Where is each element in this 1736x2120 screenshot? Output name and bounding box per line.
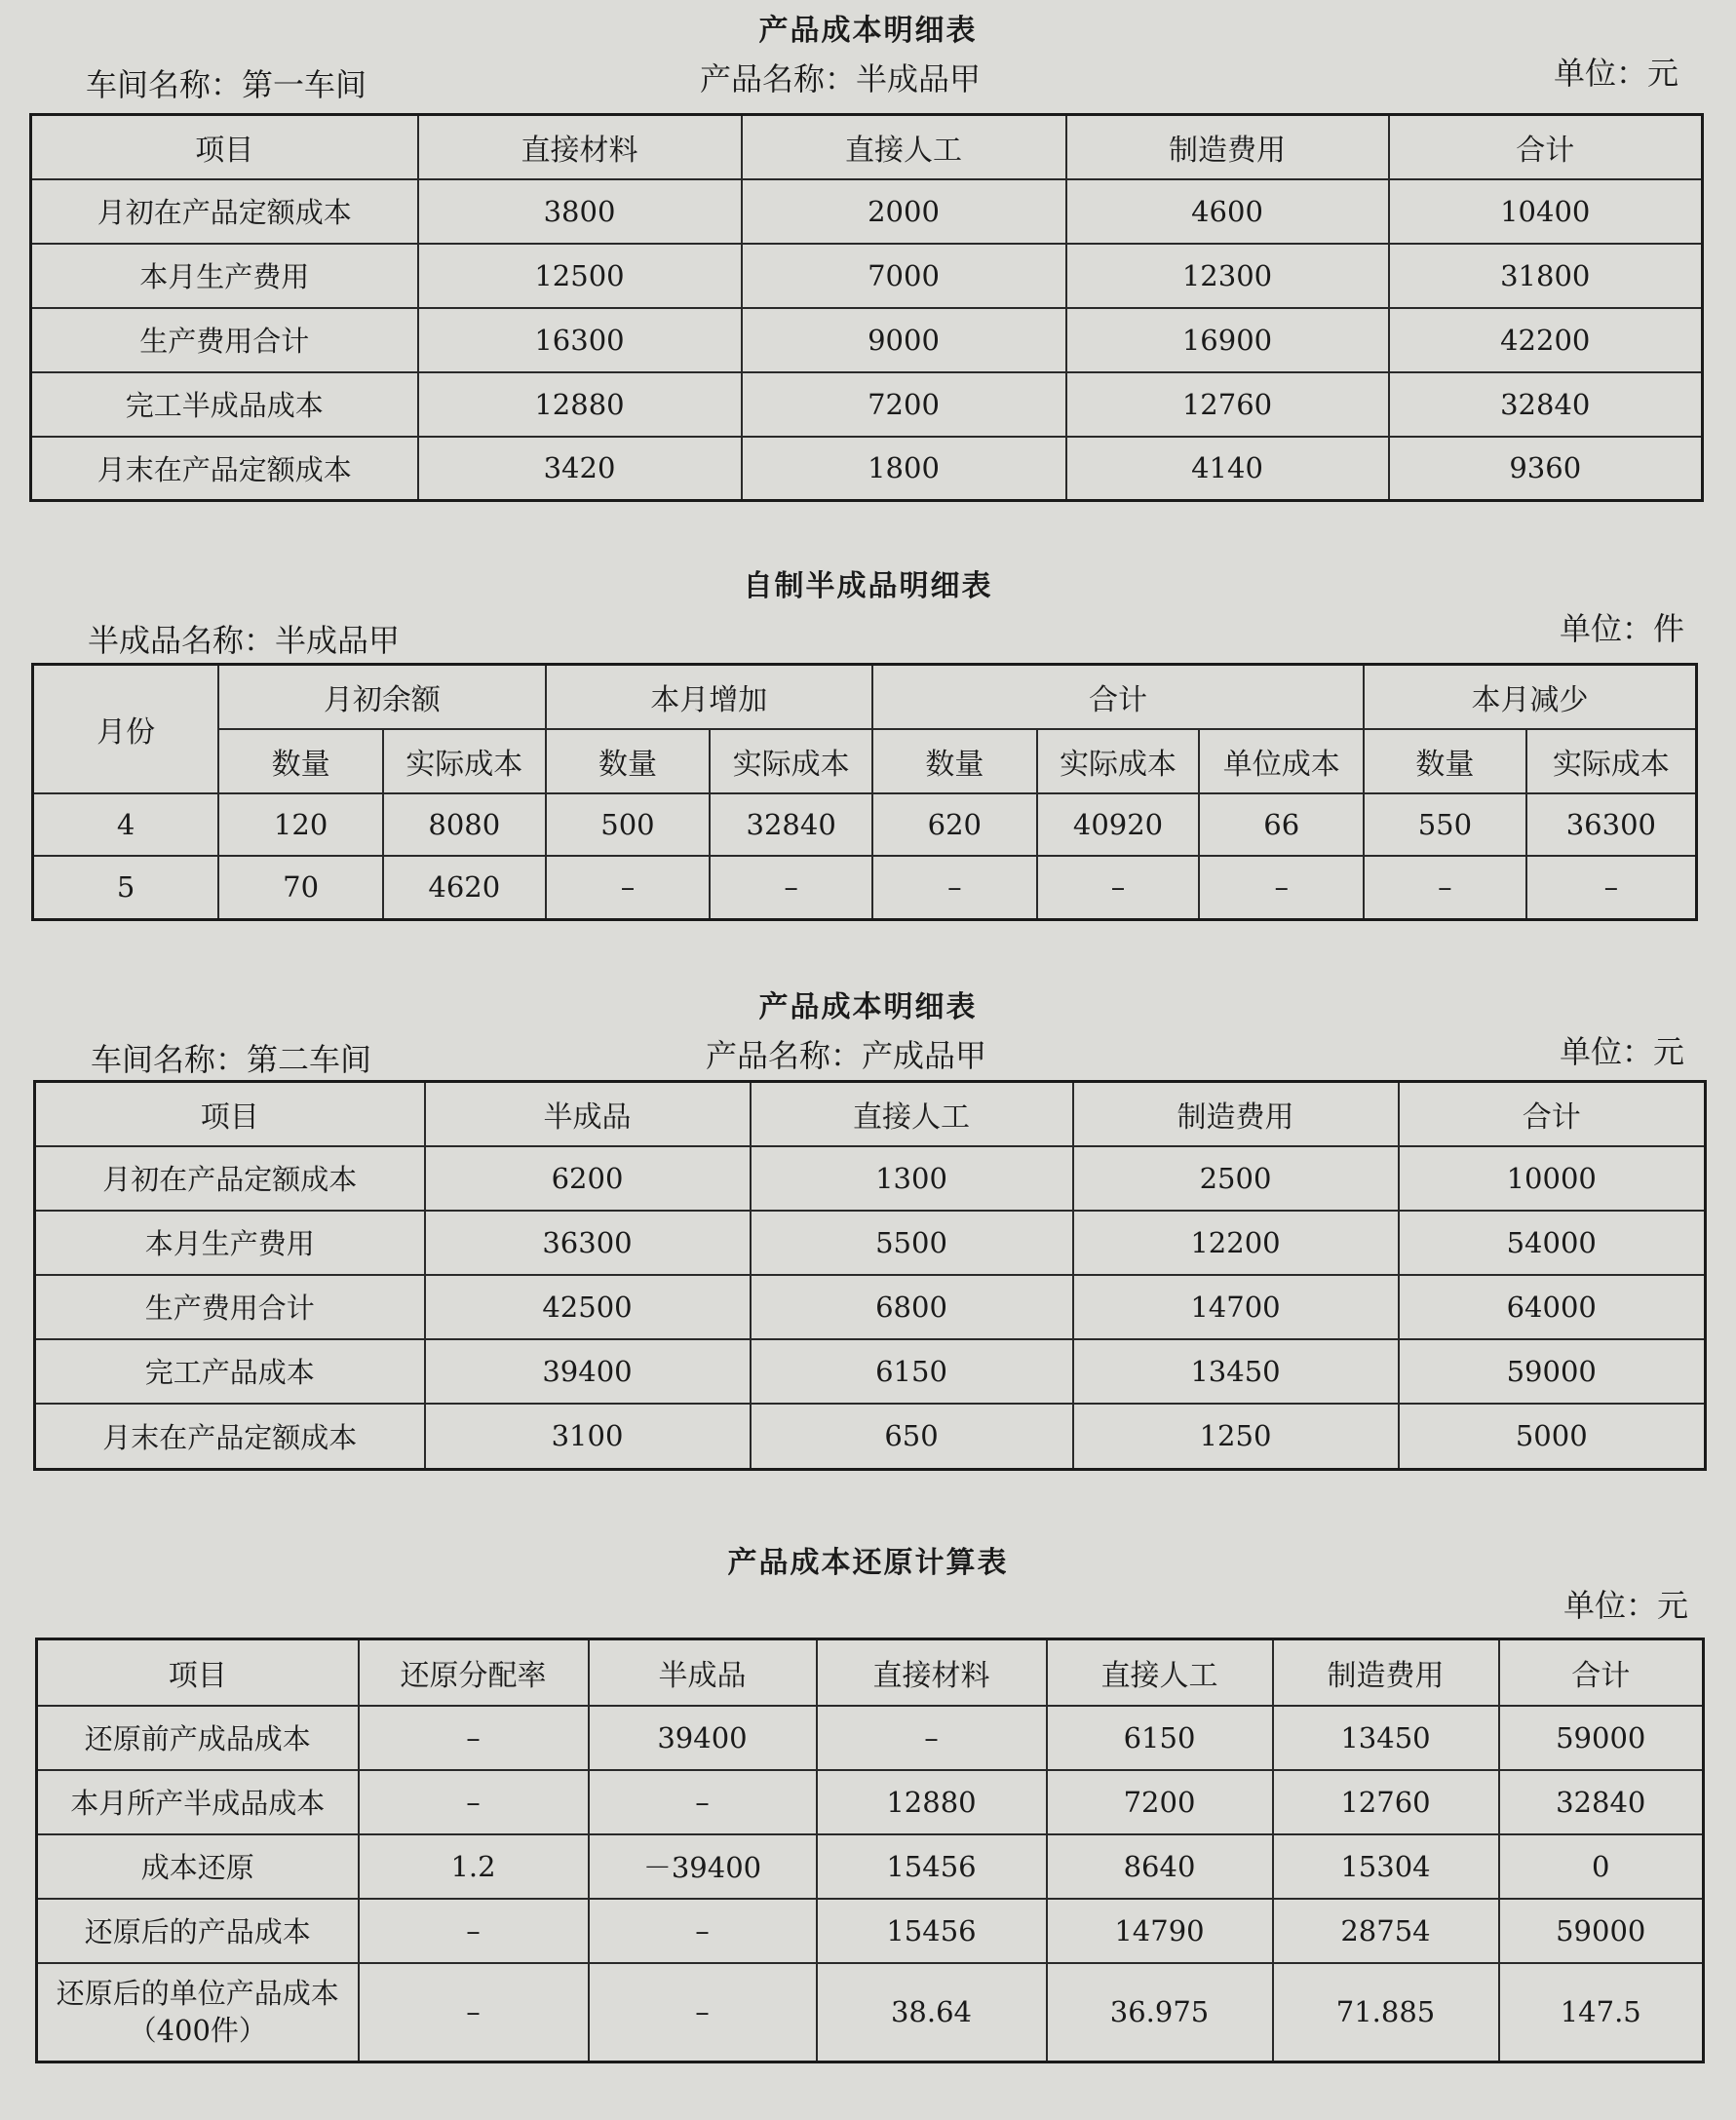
table3-cell: 64000 (1399, 1275, 1706, 1339)
table4-cell: 7200 (1047, 1770, 1273, 1834)
table1-cell: 生产费用合计 (31, 308, 418, 372)
table-row (33, 856, 1697, 920)
table3-header: 直接人工 (751, 1082, 1073, 1146)
table2-cell: – (872, 856, 1037, 920)
table4-cell: 6150 (1047, 1706, 1273, 1770)
table1-cell: 完工半成品成本 (31, 372, 418, 437)
table1-cell: 12760 (1066, 372, 1389, 437)
table2-subheader: 数量 (1364, 729, 1526, 793)
table2-cell: – (710, 856, 872, 920)
table2-cell: 36300 (1526, 793, 1697, 856)
table2-header-group: 本月增加 (546, 665, 872, 729)
table2-cell: 70 (218, 856, 383, 920)
table2-subheader: 数量 (872, 729, 1037, 793)
table3-cell: 5500 (751, 1211, 1073, 1275)
table2-cell: – (546, 856, 711, 920)
table3-cell: 3100 (425, 1404, 751, 1470)
table3-cell: 完工产品成本 (35, 1339, 425, 1404)
table1-cell: 月末在产品定额成本 (31, 437, 418, 501)
table4-header: 制造费用 (1273, 1639, 1499, 1706)
table2-header-group: 合计 (872, 665, 1364, 729)
table4-cell: 59000 (1499, 1899, 1704, 1963)
table2-cell: 550 (1364, 793, 1526, 856)
table2-cell: 32840 (710, 793, 872, 856)
table-row (37, 1770, 1704, 1834)
table-row (35, 1404, 1706, 1470)
table3-cell: 2500 (1073, 1146, 1399, 1211)
table4-cell: 32840 (1499, 1770, 1704, 1834)
table1-cell: 3420 (418, 437, 742, 501)
table-row (31, 372, 1703, 437)
table3-product-cost-detail (33, 1080, 1707, 1471)
table4-cell: 14790 (1047, 1899, 1273, 1963)
table4-cell: 13450 (1273, 1706, 1499, 1770)
table1-cell: 12300 (1066, 244, 1389, 308)
table3-cell: 14700 (1073, 1275, 1399, 1339)
table2-semi-finished-detail (31, 663, 1698, 921)
table1-cell: 42200 (1389, 308, 1703, 372)
table2-subheader: 实际成本 (383, 729, 546, 793)
table-row (37, 1706, 1704, 1770)
table1-cell: 32840 (1389, 372, 1703, 437)
table2-cell: 8080 (383, 793, 546, 856)
table3-cell: 生产费用合计 (35, 1275, 425, 1339)
table3-cell: 10000 (1399, 1146, 1706, 1211)
table4-cell: 12760 (1273, 1770, 1499, 1834)
table4-header: 直接人工 (1047, 1639, 1273, 1706)
table4-cell: 15456 (817, 1834, 1047, 1899)
table4-cell: 1.2 (359, 1834, 589, 1899)
table3-title: 产品成本明细表 (758, 990, 978, 1024)
table1-header: 直接材料 (418, 115, 742, 179)
table2-subheader: 数量 (218, 729, 383, 793)
table3-cell: 1250 (1073, 1404, 1399, 1470)
table2-subheader: 数量 (546, 729, 711, 793)
table-row (37, 1899, 1704, 1963)
table4-cell: 71.885 (1273, 1963, 1499, 2062)
table1-title: 产品成本明细表 (758, 14, 978, 48)
table4-cell: －39400 (589, 1834, 817, 1899)
table1-cell: 4140 (1066, 437, 1389, 501)
table3-cell: 59000 (1399, 1339, 1706, 1404)
table1-cell: 12500 (418, 244, 742, 308)
table-row (35, 1275, 1706, 1339)
table2-cell: 40920 (1037, 793, 1200, 856)
table1-workshop: 车间名称：第一车间 (86, 66, 367, 103)
table1-cell: 9000 (742, 308, 1066, 372)
table2-cell: 120 (218, 793, 383, 856)
table3-header-row (35, 1082, 1706, 1146)
table1-header: 直接人工 (742, 115, 1066, 179)
table2-subheader: 实际成本 (1037, 729, 1200, 793)
table3-cell: 6200 (425, 1146, 751, 1211)
table4-cell: 本月所产半成品成本 (37, 1770, 359, 1834)
table1-cell: 12880 (418, 372, 742, 437)
table2-cell: – (1199, 856, 1364, 920)
table1-cell: 本月生产费用 (31, 244, 418, 308)
table-row (35, 1146, 1706, 1211)
table4-cell: – (589, 1899, 817, 1963)
table4-title: 产品成本还原计算表 (727, 1546, 1009, 1580)
table4-cost-restoration (35, 1638, 1705, 2063)
table4-cell: 0 (1499, 1834, 1704, 1899)
table-row (37, 1963, 1704, 2062)
table-row (31, 244, 1703, 308)
table3-cell: 6150 (751, 1339, 1073, 1404)
table4-cell: 还原前产成品成本 (37, 1706, 359, 1770)
table2-cell: 4620 (383, 856, 546, 920)
table3-header: 半成品 (425, 1082, 751, 1146)
table1-header: 项目 (31, 115, 418, 179)
table1-cell: 9360 (1389, 437, 1703, 501)
table1-cell: 1800 (742, 437, 1066, 501)
table4-cell: – (589, 1770, 817, 1834)
table1-header: 合计 (1389, 115, 1703, 179)
table3-cell: 月末在产品定额成本 (35, 1404, 425, 1470)
table3-cell: 6800 (751, 1275, 1073, 1339)
table-row (35, 1339, 1706, 1404)
table4-header: 项目 (37, 1639, 359, 1706)
table4-cell: 147.5 (1499, 1963, 1704, 2062)
table1-cell: 16900 (1066, 308, 1389, 372)
table1-cell: 31800 (1389, 244, 1703, 308)
table2-subheader: 实际成本 (1526, 729, 1697, 793)
table2-header-group: 月初余额 (218, 665, 545, 729)
table-row (31, 308, 1703, 372)
table4-cell: – (359, 1963, 589, 2062)
table2-cell: – (1526, 856, 1697, 920)
table-row (37, 1834, 1704, 1899)
table2-cell: 4 (33, 793, 219, 856)
table-row (31, 437, 1703, 501)
table3-cell: 36300 (425, 1211, 751, 1275)
table1-cell: 月初在产品定额成本 (31, 179, 418, 244)
table4-cell: 15304 (1273, 1834, 1499, 1899)
table4-cell: 36.975 (1047, 1963, 1273, 2062)
table4-unit-cost-label: 还原后的单位产品成本（400件） (56, 1977, 339, 2048)
table-row (35, 1211, 1706, 1275)
table3-header: 制造费用 (1073, 1082, 1399, 1146)
table2-cell: 66 (1199, 793, 1364, 856)
table4-header: 还原分配率 (359, 1639, 589, 1706)
table4-cell: 59000 (1499, 1706, 1704, 1770)
table3-header: 项目 (35, 1082, 425, 1146)
table-row (33, 793, 1697, 856)
table3-cell: 月初在产品定额成本 (35, 1146, 425, 1211)
table2-cell: 5 (33, 856, 219, 920)
table1-unit: 单位：元 (1554, 55, 1679, 92)
table4-cell (37, 1963, 359, 2062)
table3-cell: 13450 (1073, 1339, 1399, 1404)
table4-header: 合计 (1499, 1639, 1704, 1706)
table1-cell: 7000 (742, 244, 1066, 308)
table2-cell: – (1037, 856, 1200, 920)
table1-header: 制造费用 (1066, 115, 1389, 179)
table4-cell: 还原后的产品成本 (37, 1899, 359, 1963)
table3-cell: 5000 (1399, 1404, 1706, 1470)
table4-header: 半成品 (589, 1639, 817, 1706)
table1-product-cost-detail (29, 113, 1704, 502)
table4-cell: 8640 (1047, 1834, 1273, 1899)
table3-product: 产品名称：产成品甲 (706, 1037, 987, 1074)
table4-header-row (37, 1639, 1704, 1706)
table1-product: 产品名称：半成品甲 (700, 60, 982, 97)
table2-header-row-2 (33, 729, 1697, 793)
table3-cell: 54000 (1399, 1211, 1706, 1275)
table2-name: 半成品名称：半成品甲 (88, 622, 401, 659)
table3-header: 合计 (1399, 1082, 1706, 1146)
table4-header: 直接材料 (817, 1639, 1047, 1706)
table4-cell: 39400 (589, 1706, 817, 1770)
table4-cell: 15456 (817, 1899, 1047, 1963)
table2-unit: 单位：件 (1560, 610, 1685, 647)
table3-workshop: 车间名称：第二车间 (91, 1041, 372, 1078)
table3-cell: 1300 (751, 1146, 1073, 1211)
table4-cell: – (359, 1706, 589, 1770)
table4-cell: 28754 (1273, 1899, 1499, 1963)
table1-header-row (31, 115, 1703, 179)
table2-subheader: 单位成本 (1199, 729, 1364, 793)
table2-subheader: 实际成本 (710, 729, 872, 793)
table1-cell: 4600 (1066, 179, 1389, 244)
table2-cell: 620 (872, 793, 1037, 856)
table4-cell: – (359, 1899, 589, 1963)
table4-cell: – (589, 1963, 817, 2062)
table4-cell: 12880 (817, 1770, 1047, 1834)
table2-header-row-1 (33, 665, 1697, 729)
table2-title: 自制半成品明细表 (743, 569, 993, 603)
table-row (31, 179, 1703, 244)
table4-cell: 成本还原 (37, 1834, 359, 1899)
table1-cell: 7200 (742, 372, 1066, 437)
table1-cell: 2000 (742, 179, 1066, 244)
table3-cell: 12200 (1073, 1211, 1399, 1275)
table4-cell: – (359, 1770, 589, 1834)
table1-cell: 16300 (418, 308, 742, 372)
table2-cell: 500 (546, 793, 711, 856)
table3-cell: 39400 (425, 1339, 751, 1404)
table3-unit: 单位：元 (1560, 1033, 1685, 1070)
table1-cell: 10400 (1389, 179, 1703, 244)
table3-cell: 42500 (425, 1275, 751, 1339)
table4-cell: – (817, 1706, 1047, 1770)
table2-header-group: 本月减少 (1364, 665, 1696, 729)
table2-header-month: 月份 (33, 665, 219, 793)
table1-cell: 3800 (418, 179, 742, 244)
table4-unit: 单位：元 (1563, 1587, 1689, 1624)
table4-cell: 38.64 (817, 1963, 1047, 2062)
table3-cell: 本月生产费用 (35, 1211, 425, 1275)
table2-cell: – (1364, 856, 1526, 920)
table3-cell: 650 (751, 1404, 1073, 1470)
